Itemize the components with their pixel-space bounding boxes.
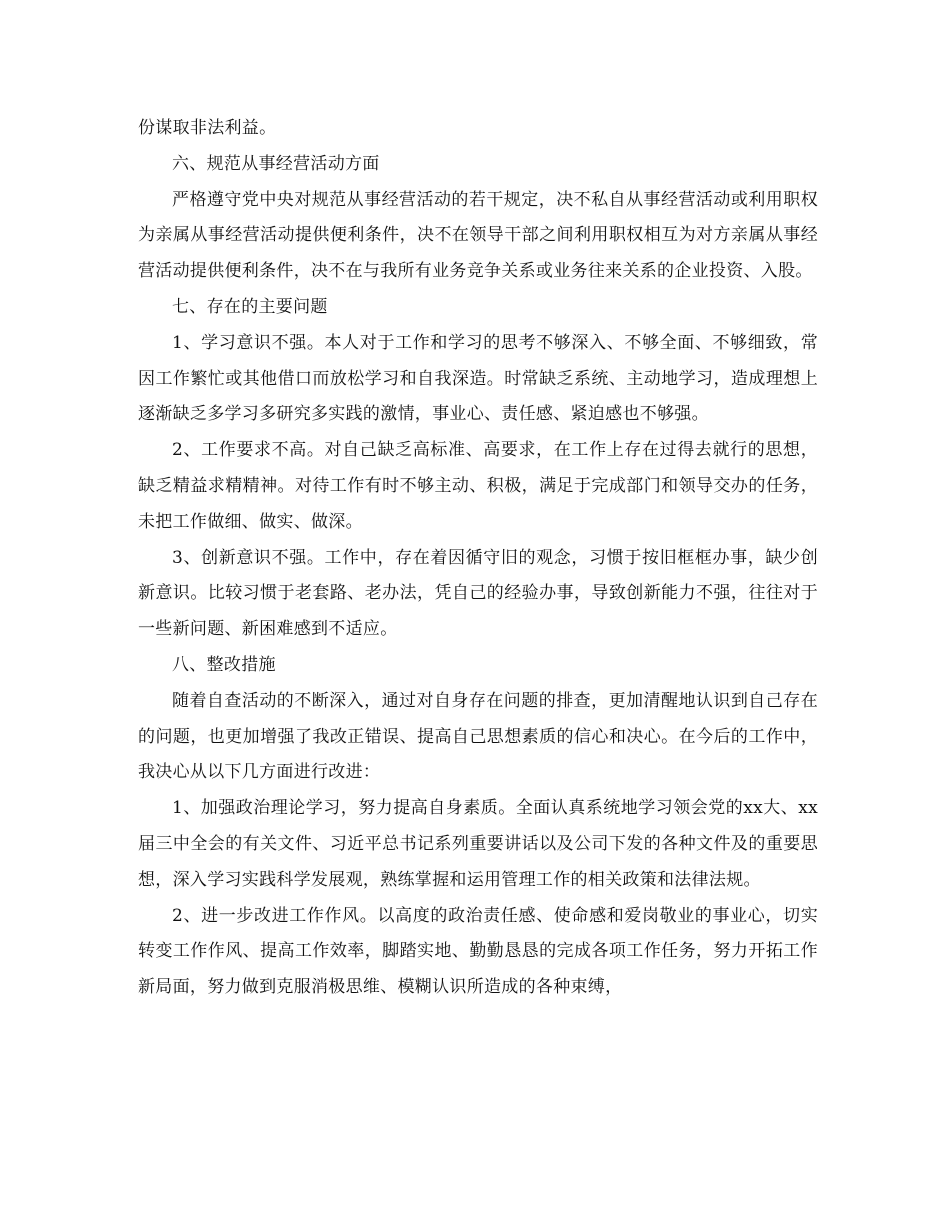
- section-heading-business-activities: 六、规范从事经营活动方面: [172, 153, 380, 174]
- paragraph-problem-1: 1、学习意识不强。本人对于工作和学习的思考不够深入、不够全面、不够细致，常因工作繁忙或其他借口而放松学习和自我深造。时常缺乏系统、主动地学习，造成理想上逐渐缺乏多学习多研究多实践的激情，事业心、责任感、紧迫感也不够强。: [138, 332, 818, 425]
- section-heading-main-problems: 七、存在的主要问题: [172, 296, 328, 317]
- paragraph-measure-1: 1、加强政治理论学习，努力提高自身素质。全面认真系统地学习领会党的xx大、xx届三中全会的有关文件、习近平总书记系列重要讲话以及公司下发的各种文件及的重要思想，深入学习实践科学发展观，熟练掌握和运用管理工作的相关政策和法律法规。: [138, 798, 818, 890]
- section-heading-rectification: 八、整改措施: [172, 654, 276, 675]
- paragraph-problem-3: 3、创新意识不强。工作中，存在着因循守旧的观念，习惯于按旧框框办事，缺少创新意识。比较习惯于老套路、老办法，凭自己的经验办事，导致创新能力不强，往往对于一些新问题、新困难感到不适应。: [138, 547, 818, 640]
- paragraph-measure-2: 2、进一步改进工作作风。以高度的政治责任感、使命感和爱岗敬业的事业心，切实转变工作作风、提高工作效率，脚踏实地、勤勤恳恳的完成各项工作任务，努力开拓工作新局面，努力做到克服消极思维、模糊认识所造成的各种束缚，: [138, 905, 818, 998]
- paragraph-problem-2: 2、工作要求不高。对自己缺乏高标准、高要求，在工作上存在过得去就行的思想，缺乏精益求精精神。对待工作有时不够主动、积极，满足于完成部门和领导交办的任务，未把工作做细、做实、做深。: [138, 440, 818, 532]
- paragraph-continuation: 份谋取非法利益。: [138, 118, 277, 138]
- paragraph-business-rules: 严格遵守党中央对规范从事经营活动的若干规定，决不私自从事经营活动或利用职权为亲属从事经营活动提供便利条件，决不在领导干部之间利用职权相互为对方亲属从事经营活动提供便利条件，决不在与我所有业务竞争关系或业务往来关系的企业投资、入股。: [138, 189, 818, 282]
- document-body: [138, 111, 818, 1006]
- paragraph-rectification-intro: 随着自查活动的不断深入，通过对自身存在问题的排查，更加清醒地认识到自己存在的问题，也更加增强了我改正错误、提高自己思想素质的信心和决心。在今后的工作中，我决心从以下几方面进行改进：: [138, 690, 818, 783]
